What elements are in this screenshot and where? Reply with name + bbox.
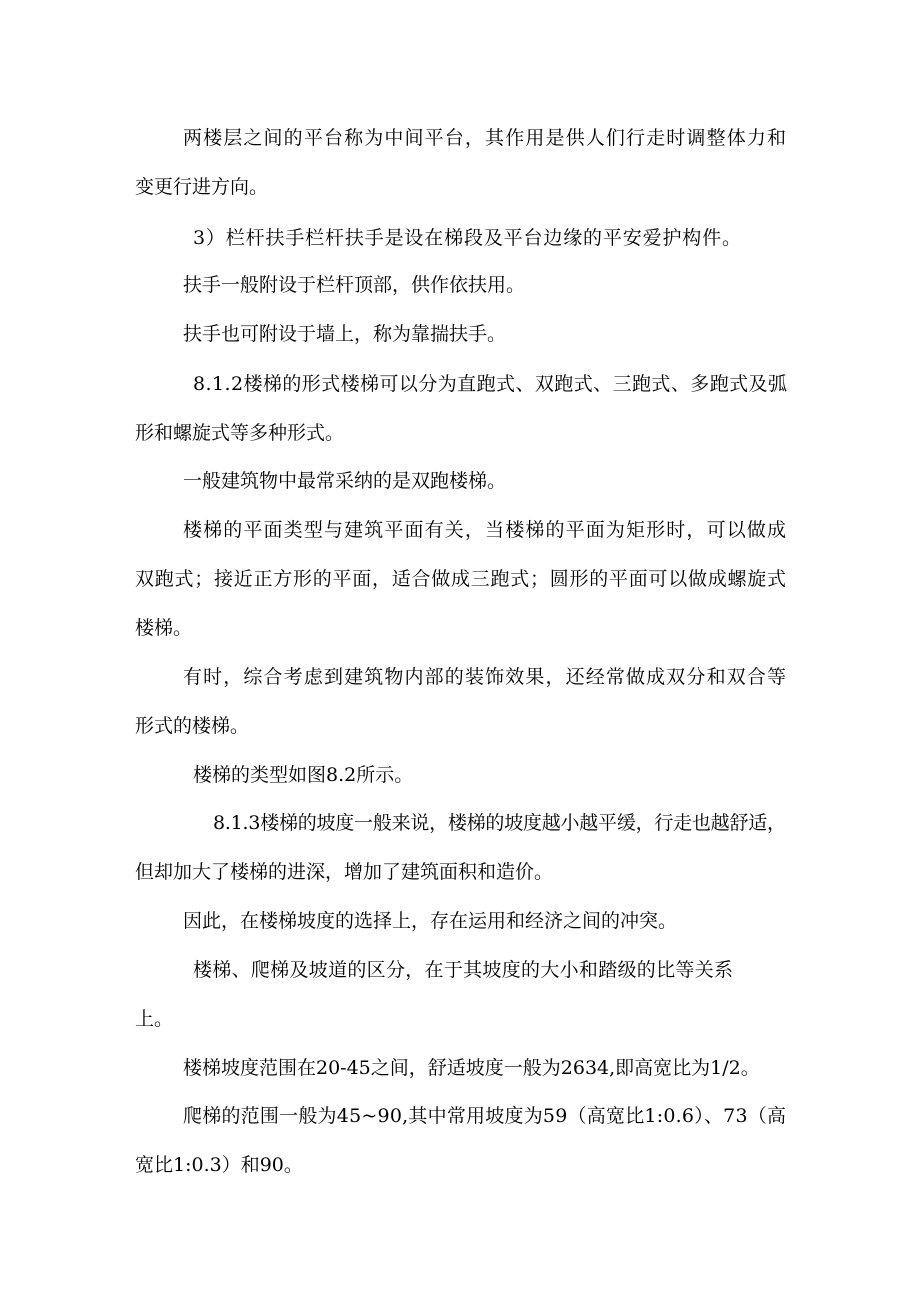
text-line: 3）栏杆扶手栏杆扶手是设在梯段及平台边缘的平安爱护构件。	[193, 227, 742, 249]
text-line: 形和螺旋式等多种形式。	[135, 422, 345, 444]
text-line: 楼梯坡度范围在20-45之间，舒适坡度一般为2634,即高宽比为1/2。	[183, 1057, 760, 1079]
text-line: 楼梯、爬梯及坡道的区分，在于其坡度的大小和踏级的比等关系	[193, 959, 734, 981]
text-line: 楼梯的类型如图8.2所示。	[193, 764, 414, 786]
text-line: 变更行进方向。	[135, 176, 269, 198]
text-line: 有时，综合考虑到建筑物内部的装饰效果，还经常做成双分和双合等	[183, 666, 788, 688]
text-line: 双跑式；接近正方形的平面，适合做成三跑式；圆形的平面可以做成螺旋式	[135, 568, 787, 590]
text-line: 因此，在楼梯坡度的选择上，存在运用和经济之间的冲突。	[183, 910, 678, 932]
text-line: 宽比1:0.3）和90。	[135, 1154, 303, 1176]
text-line: 楼梯。	[135, 617, 193, 639]
text-line: 上。	[135, 1008, 174, 1030]
text-line: 扶手一般附设于栏杆顶部，供作依扶用。	[183, 274, 526, 296]
text-line: 一般建筑物中最常采纳的是双跑楼梯。	[183, 470, 507, 492]
text-line: 8.1.2楼梯的形式楼梯可以分为直跑式、双跑式、三跑式、多跑式及弧	[193, 373, 788, 395]
text-line: 扶手也可附设于墙上，称为靠揣扶手。	[183, 323, 507, 345]
text-line: 8.1.3楼梯的坡度一般来说，楼梯的坡度越小越平缓，行走也越舒适，	[213, 812, 786, 834]
text-line: 两楼层之间的平台称为中间平台，其作用是供人们行走时调整体力和	[183, 127, 788, 149]
text-line: 爬梯的范围一般为45~90,其中常用坡度为59（高宽比1:0.6）、73（高	[183, 1105, 787, 1127]
text-line: 形式的楼梯。	[135, 715, 250, 737]
text-line: 楼梯的平面类型与建筑平面有关，当楼梯的平面为矩形时，可以做成	[183, 519, 788, 541]
text-line: 但却加大了楼梯的进深，增加了建筑面积和造价。	[135, 861, 554, 883]
